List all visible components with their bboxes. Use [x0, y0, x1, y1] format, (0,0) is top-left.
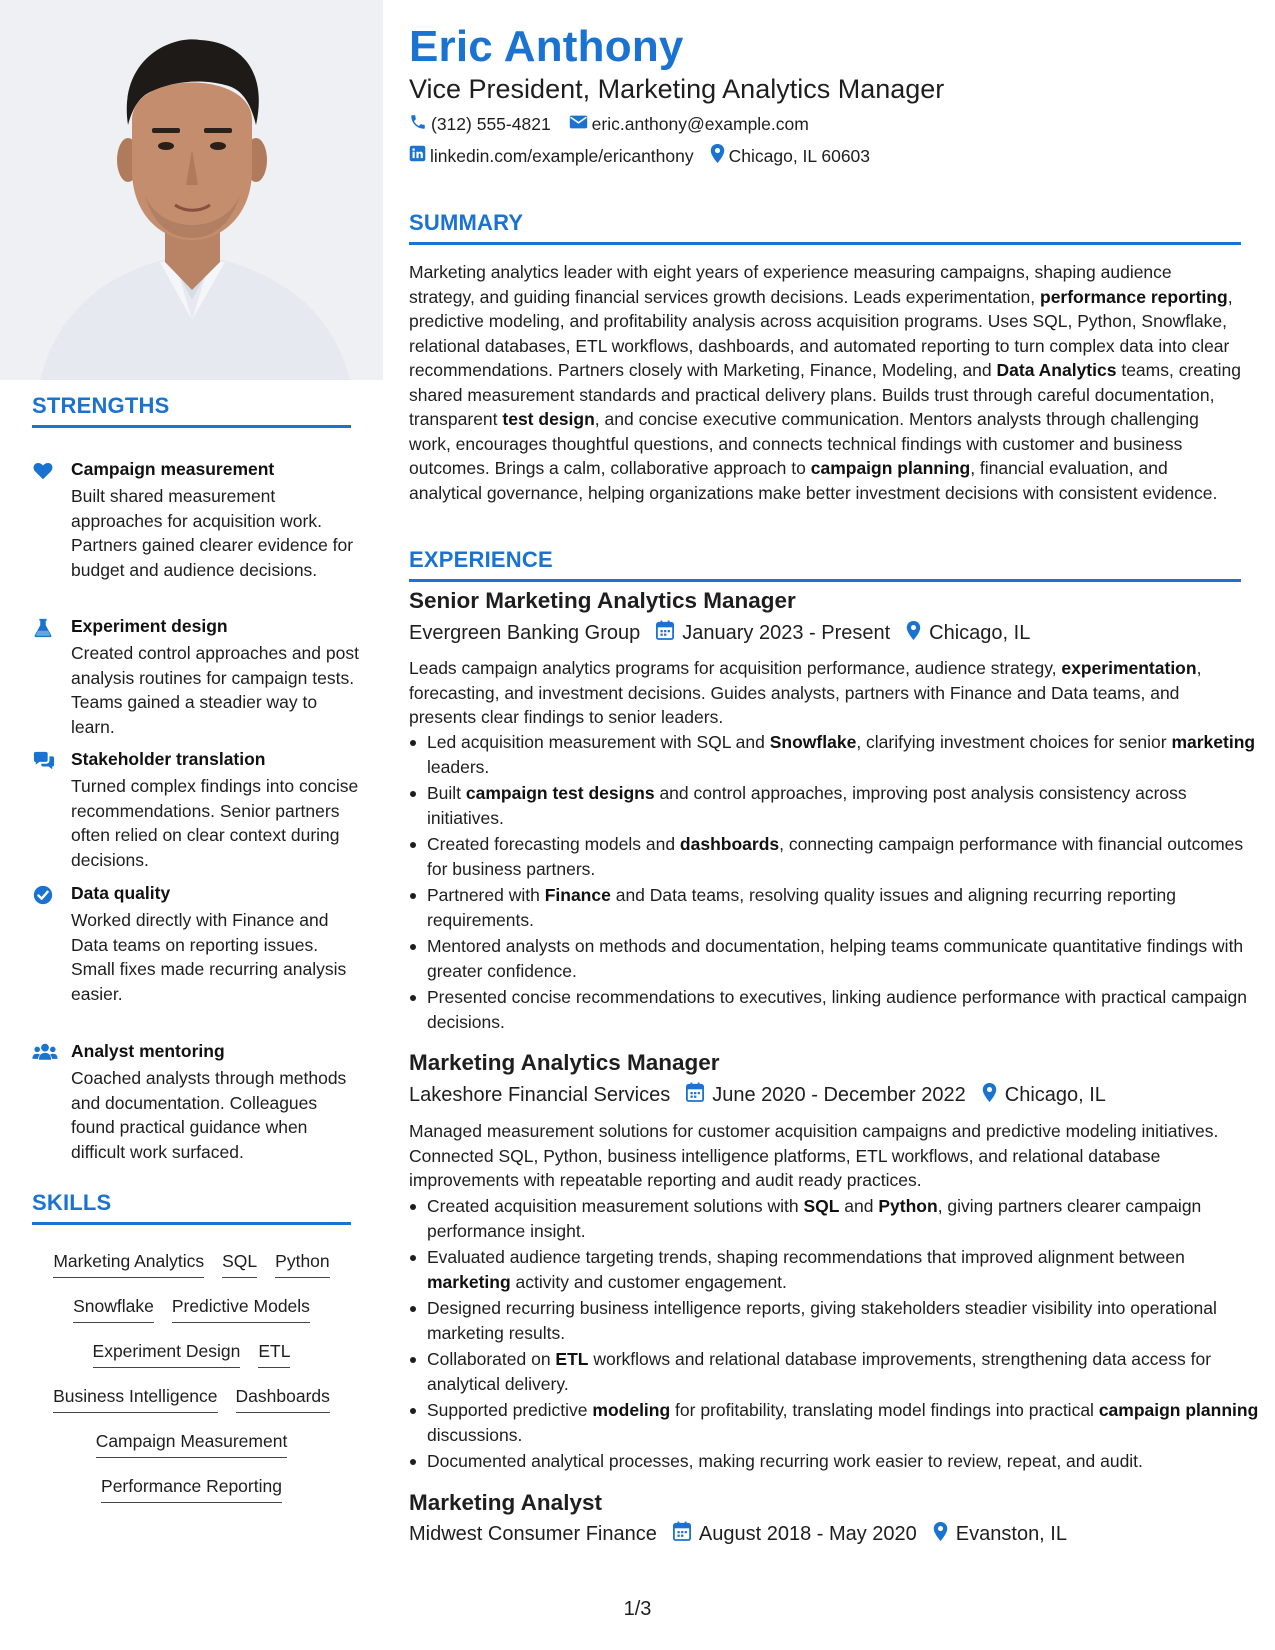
envelope-icon — [569, 114, 592, 135]
job-bullets — [409, 730, 1259, 1036]
skill-tag: Predictive Models — [172, 1295, 310, 1323]
flask-icon — [32, 617, 54, 639]
summary-text: Marketing analytics leader with eight years of experience measuring campaigns, shaping audience strategy, and guiding financial services growth decisions. Leads experimentation, performance reporting, predictive modeling, and profitability analysis across acquisition programs. Uses SQL, Python, Snowflake, relational databases, ETL workflows, dashboards, and automated reporting to turn complex data into clear recommendations. Partners closely with Marketing, Finance, Modeling, and Data Analytics teams, creating shared measurement standards and practical delivery plans. Builds trust through careful documentation, transparent test design, and concise executive communication. Mentors analysts through challenging work, encourages thoughtful questions, and connects technical findings with customer and business outcomes. Brings a calm, collaborative approach to campaign planning, financial evaluation, and analytical governance, helping organizations make better investment decisions with consistent evidence. — [409, 262, 1241, 503]
strength-desc: Worked directly with Finance and Data teams on reporting issues. Small fixes made recurring analysis easier. — [71, 910, 347, 1004]
summary-title: SUMMARY — [409, 210, 524, 235]
linkedin-link[interactable]: linkedin.com/example/ericanthony — [430, 145, 694, 166]
summary-header — [409, 210, 1241, 245]
section-rule — [32, 425, 351, 428]
list-item: Collaborated on ETL workflows and relational database improvements, strengthening data access for analytical delivery. — [427, 1347, 1259, 1396]
section-rule — [409, 579, 1241, 582]
profile-photo — [0, 0, 383, 380]
strength-title: Campaign measurement — [71, 459, 275, 479]
job-description: Leads campaign analytics programs for acquisition performance, audience strategy, experimentation, forecasting, and investment decisions. Guides analysts, partners with Finance and Data teams, and presents clear findings to senior leaders. — [409, 658, 1202, 727]
skill-tag: ETL — [258, 1340, 290, 1368]
strength-desc: Built shared measurement approaches for acquisition work. Partners gained clearer evidence for budget and audience decisions. — [71, 486, 354, 580]
calendar-icon — [673, 1521, 699, 1547]
calendar-icon — [656, 620, 682, 646]
location-pin-icon — [982, 1083, 1005, 1108]
list-item: Created acquisition measurement solutions with SQL and Python, giving partners clearer campaign performance insight. — [427, 1194, 1259, 1243]
users-icon — [32, 1042, 58, 1064]
job-meta — [409, 1082, 1106, 1108]
list-item: Supported predictive modeling for profitability, translating model findings into practical campaign planning discussions. — [427, 1398, 1259, 1447]
job-description: Managed measurement solutions for customer acquisition campaigns and predictive modeling initiatives. Connected SQL, Python, business intelligence platforms, ETL workflows, and relational database improvements with repeatable reporting and audit ready practices. — [409, 1121, 1219, 1190]
skill-tag: Business Intelligence — [53, 1385, 217, 1413]
strengths-header — [32, 393, 351, 428]
location-pin-icon — [906, 621, 929, 646]
list-item: Mentored analysts on methods and documentation, helping teams communicate quantitative findings with greater confidence. — [427, 934, 1259, 983]
list-item: Partnered with Finance and Data teams, resolving quality issues and aligning recurring reporting requirements. — [427, 883, 1259, 932]
skill-tag: Performance Reporting — [101, 1475, 282, 1503]
section-rule — [409, 242, 1241, 245]
contact-row — [409, 113, 809, 136]
skill-tag: Dashboards — [236, 1385, 330, 1413]
check-circle-icon — [32, 884, 54, 906]
sidebar — [0, 0, 383, 1650]
experience-title: EXPERIENCE — [409, 547, 553, 572]
strength-desc: Coached analysts through methods and documentation. Colleagues found practical guidance when difficult work surfaced. — [71, 1068, 347, 1162]
skill-tag: Campaign Measurement — [96, 1430, 288, 1458]
candidate-name: Eric Anthony — [409, 22, 684, 71]
job-dates: June 2020 - December 2022 — [712, 1083, 966, 1106]
page-number: 1/3 — [623, 1598, 652, 1620]
contact-row — [409, 144, 870, 168]
list-item: Presented concise recommendations to executives, linking audience performance with practical campaign decisions. — [427, 985, 1259, 1034]
location-pin-icon — [933, 1522, 956, 1547]
skill-tag: SQL — [222, 1250, 257, 1278]
location-pin-icon — [710, 144, 729, 168]
skills-header — [32, 1190, 351, 1225]
skills-title: SKILLS — [32, 1190, 112, 1215]
location-text: Chicago, IL 60603 — [728, 145, 871, 166]
list-item: Created forecasting models and dashboards, connecting campaign performance with financial outcomes for business partners. — [427, 832, 1259, 881]
job-meta — [409, 620, 1030, 646]
heart-icon — [32, 460, 54, 482]
skill-tag: Experiment Design — [93, 1340, 241, 1368]
company-name: Lakeshore Financial Services — [409, 1083, 671, 1106]
list-item: Built campaign test designs and control approaches, improving post analysis consistency across initiatives. — [427, 781, 1259, 830]
company-name: Midwest Consumer Finance — [409, 1522, 657, 1545]
strength-title: Stakeholder translation — [71, 749, 266, 769]
skills-list — [32, 1250, 351, 1520]
job-title: Senior Marketing Analytics Manager — [409, 588, 796, 613]
phone-icon — [409, 113, 431, 136]
calendar-icon — [686, 1082, 712, 1108]
job-meta — [409, 1521, 1067, 1547]
email-link[interactable]: eric.anthony@example.com — [591, 114, 809, 134]
strength-title: Analyst mentoring — [71, 1041, 225, 1061]
skill-tag: Marketing Analytics — [53, 1250, 204, 1278]
job-location: Evanston, IL — [955, 1522, 1067, 1545]
strength-desc: Turned complex findings into concise recommendations. Senior partners often relied on clear context during decisions. — [71, 776, 359, 870]
experience-header — [409, 547, 1241, 582]
list-item: Evaluated audience targeting trends, shaping recommendations that improved alignment between marketing activity and customer engagement. — [427, 1245, 1259, 1294]
job-location: Chicago, IL — [1004, 1083, 1106, 1106]
strength-title: Data quality — [71, 883, 171, 903]
strength-desc: Created control approaches and post analysis routines for campaign tests. Teams gained a steadier way to learn. — [71, 643, 359, 737]
job-title: Marketing Analyst — [409, 1490, 602, 1515]
skill-tag: Snowflake — [73, 1295, 154, 1323]
strengths-title: STRENGTHS — [32, 393, 170, 418]
list-item: Designed recurring business intelligence reports, giving stakeholders steadier visibility into operational marketing results. — [427, 1296, 1259, 1345]
list-item: Led acquisition measurement with SQL and Snowflake, clarifying investment choices for senior marketing leaders. — [427, 730, 1259, 779]
strength-title: Experiment design — [71, 616, 228, 636]
skill-tag: Python — [275, 1250, 329, 1278]
company-name: Evergreen Banking Group — [409, 621, 641, 644]
job-location: Chicago, IL — [929, 621, 1031, 644]
phone-link[interactable]: (312) 555-4821 — [431, 114, 551, 134]
candidate-role: Vice President, Marketing Analytics Manager — [409, 74, 945, 104]
linkedin-icon — [409, 145, 430, 167]
job-title: Marketing Analytics Manager — [409, 1050, 720, 1075]
list-item: Documented analytical processes, making recurring work easier to review, repeat, and audit. — [427, 1449, 1259, 1474]
job-bullets — [409, 1194, 1259, 1476]
job-dates: August 2018 - May 2020 — [698, 1522, 917, 1545]
chat-bubbles-icon — [32, 750, 54, 772]
section-rule — [32, 1222, 351, 1225]
job-dates: January 2023 - Present — [682, 621, 891, 644]
